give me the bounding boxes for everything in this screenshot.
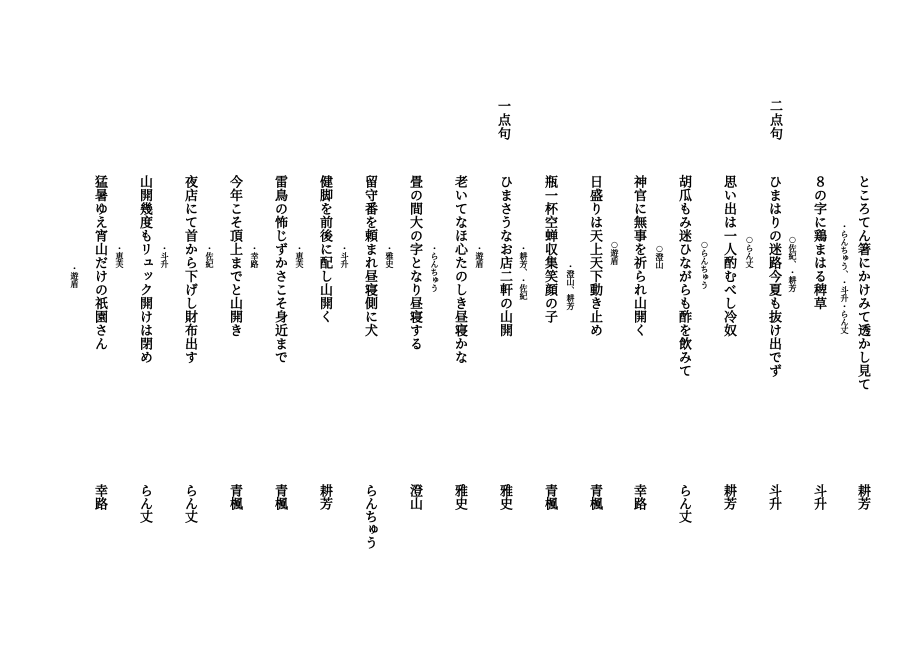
verse-5-note: ○らんちゅう xyxy=(700,240,709,289)
verse-14-author: 青楓 xyxy=(272,484,287,510)
verse-2: ８の字に鶏まはる稗草 xyxy=(811,175,826,310)
verse-14: 雷鳥の怖じずかさこそ身近まで xyxy=(272,175,287,364)
verse-19-note: ・遊盾 xyxy=(70,264,79,288)
verse-7: 日盛りは天上天下動き止め xyxy=(587,175,602,337)
verse-15-note: ・幸路 xyxy=(250,244,259,268)
verse-16-note: ・佐紀 xyxy=(205,244,214,268)
verse-7-author: 青楓 xyxy=(587,484,602,510)
verse-17-author: らん丈 xyxy=(137,484,152,523)
verse-12-author: らんちゅう xyxy=(362,484,377,549)
verse-2-author: 斗升 xyxy=(811,484,826,510)
verse-7-note: ○遊盾 xyxy=(610,240,619,265)
verse-17-note: ・斗升 xyxy=(160,244,169,268)
verse-6-author: 幸路 xyxy=(631,484,646,510)
verse-15: 今年こそ頂上までと山開き xyxy=(227,175,242,337)
verse-13: 健脚を前後に配し山開く xyxy=(317,175,332,324)
verse-5-author: らん丈 xyxy=(676,484,691,523)
verse-8: 瓶一杯空蝉収集笑顔の子 xyxy=(542,175,557,324)
section-heading-two-point: 二点句 xyxy=(767,99,782,141)
verse-9-note: ・耕芳、・佐紀 xyxy=(519,244,528,300)
verse-11-author: 澄山 xyxy=(407,484,422,510)
verse-17: 山開幾度もリュック開けは閉め xyxy=(137,175,152,364)
verse-10: 老いてなほ心たのしき昼寝かな xyxy=(452,175,467,364)
verse-15-author: 青楓 xyxy=(227,484,242,510)
verse-18-author: 幸路 xyxy=(92,484,107,510)
verse-4: 思い出は一人酌むべし冷奴 xyxy=(721,175,736,337)
verse-11-note: ・らんちゅう xyxy=(430,244,439,292)
verse-16-author: らん丈 xyxy=(182,484,197,523)
verse-9: ひまさうなお店二軒の山開 xyxy=(497,175,512,337)
verse-9-author: 雅史 xyxy=(497,484,512,510)
verse-18-note: ・恵芙 xyxy=(115,244,124,268)
verse-1: ところてん箸にかけみて透かし見て xyxy=(855,175,870,391)
section-heading-one-point: 一点句 xyxy=(495,99,510,141)
verse-4-note: ○らん丈 xyxy=(745,235,754,268)
verse-14-note: ・恵芙 xyxy=(295,244,304,268)
verse-4-author: 耕芳 xyxy=(721,484,736,510)
verse-12: 留守番を頼まれ昼寝側に犬 xyxy=(362,175,377,337)
verse-10-author: 雅史 xyxy=(452,484,467,510)
verse-13-author: 耕芳 xyxy=(317,484,332,510)
verse-1-author: 耕芳 xyxy=(855,484,870,510)
verse-16: 夜店にて首から下げし財布出す xyxy=(182,175,197,364)
verse-1-note: ・らんちゅう、・斗升・らん丈 xyxy=(840,222,849,334)
verse-5: 胡瓜もみ迷ひながらも酢を飲みて xyxy=(676,175,691,378)
verse-18: 猛暑ゆえ宵山だけの祇園さん xyxy=(92,175,107,351)
verse-3-note: ○佐紀、・耕芳 xyxy=(788,235,797,292)
verse-13-note: ・斗升 xyxy=(340,244,349,268)
verse-10-note: ・遊盾 xyxy=(475,244,484,268)
verse-11: 畳の間大の字となり昼寝する xyxy=(407,175,422,351)
verse-8-note: ・澄山、耕芳 xyxy=(566,262,575,310)
verse-3-author: 斗升 xyxy=(766,484,781,510)
verse-3: ひまはりの迷路今夏も抜け出でず xyxy=(766,175,781,378)
verse-6-note: ○澄山 xyxy=(655,244,664,269)
verse-12-note: ・雅史 xyxy=(385,244,394,268)
verse-6: 神官に無事を祈られ山開く xyxy=(631,175,646,337)
verse-8-author: 青楓 xyxy=(542,484,557,510)
